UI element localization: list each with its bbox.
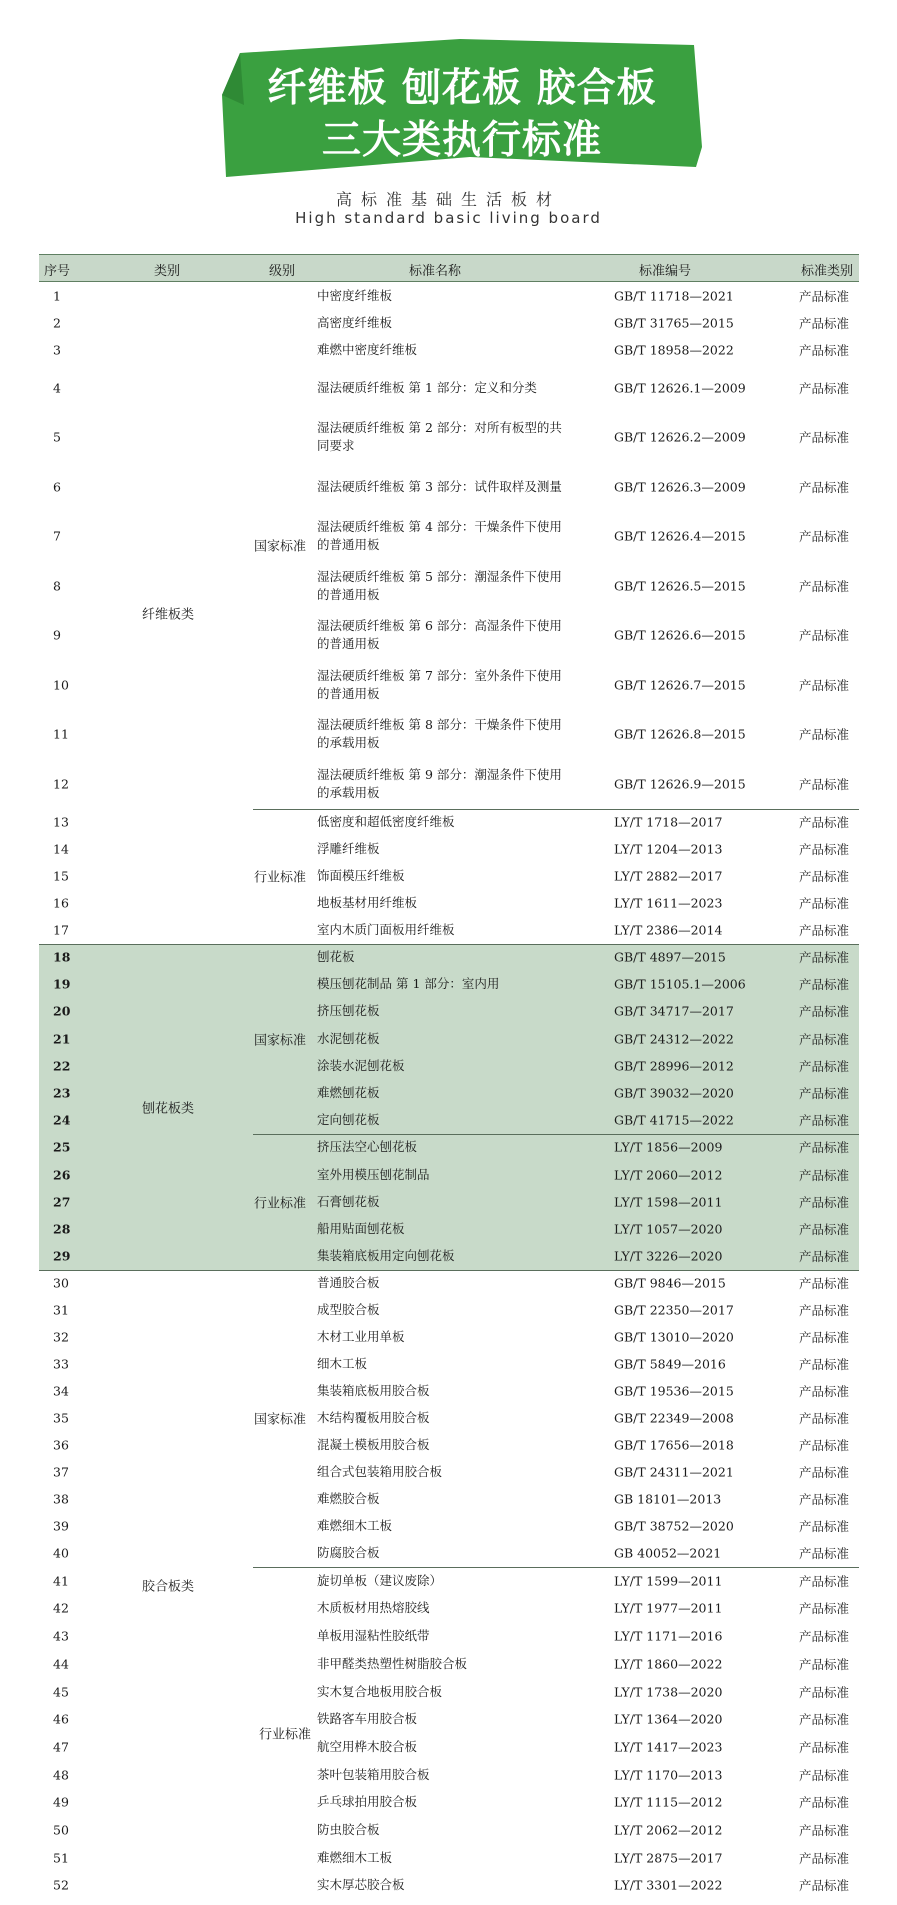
standard-code: GB 40052—2021 — [614, 1545, 722, 1561]
standard-name: 涂装水泥刨花板 — [317, 1057, 405, 1073]
standard-type: 产品标准 — [799, 1465, 850, 1481]
standard-code: GB/T 12626.3—2009 — [614, 479, 746, 495]
standard-code: GB/T 31765—2015 — [614, 315, 734, 330]
banner-title-line1: 纤维板 刨花板 胶合板 — [267, 66, 657, 111]
table-row — [39, 1216, 859, 1243]
row-number: 10 — [53, 677, 69, 693]
standard-name: 浮雕纤维板 — [317, 841, 380, 856]
row-number: 6 — [53, 479, 61, 495]
table-row — [39, 282, 859, 309]
header-level: 级别 — [269, 264, 296, 279]
row-number: 45 — [53, 1684, 69, 1700]
row-number: 19 — [53, 976, 71, 992]
table-row — [39, 1459, 859, 1486]
standard-name: 船用贴面刨花板 — [317, 1221, 405, 1237]
standard-type: 产品标准 — [799, 1712, 850, 1728]
standard-type: 产品标准 — [799, 288, 850, 304]
divider-line — [39, 1270, 859, 1271]
level-particleboard-national: 国家标准 — [254, 1033, 307, 1049]
row-number: 20 — [53, 1003, 71, 1019]
standard-name: 难燃细木工板 — [317, 1518, 393, 1534]
row-number: 13 — [53, 814, 69, 830]
row-number: 34 — [53, 1383, 69, 1399]
header-type: 标准类别 — [801, 264, 854, 279]
level-fiberboard-industry: 行业标准 — [254, 870, 307, 886]
standard-code: GB/T 5849—2016 — [614, 1356, 726, 1372]
standard-type: 产品标准 — [799, 950, 850, 966]
standard-name: 难燃胶合板 — [317, 1491, 380, 1507]
standard-name: 地板基材用纤维板 — [317, 895, 418, 910]
standard-type: 产品标准 — [799, 479, 850, 495]
standard-code: LY/T 1977—2011 — [614, 1600, 723, 1616]
category-fiberboard: 纤维板类 — [142, 607, 195, 623]
standard-code: LY/T 2882—2017 — [614, 868, 723, 884]
table-row — [39, 462, 859, 512]
row-number: 17 — [53, 922, 69, 938]
table-row — [39, 309, 859, 336]
standard-name: 湿法硬质纤维板 第 3 部分：试件取样及测量 — [317, 478, 562, 494]
standard-name: 实木厚芯胶合板 — [317, 1877, 405, 1893]
standard-code: LY/T 1856—2009 — [614, 1139, 723, 1155]
table-row — [39, 1270, 859, 1297]
standard-type: 产品标准 — [799, 315, 850, 331]
table-row — [39, 1540, 859, 1567]
table-row — [39, 1052, 859, 1079]
standard-type: 产品标准 — [799, 842, 850, 857]
standard-type: 产品标准 — [799, 776, 850, 792]
standard-code: LY/T 1364—2020 — [614, 1711, 723, 1727]
standard-code: GB/T 12626.5—2015 — [614, 578, 746, 594]
standard-name: 湿法硬质纤维板 第 9 部分：潮湿条件下使用的承载用板 — [317, 766, 562, 800]
table-row — [39, 1789, 859, 1817]
standard-name: 水泥刨花板 — [317, 1030, 380, 1046]
standard-type: 产品标准 — [799, 1411, 850, 1427]
standard-name: 饰面模压纤维板 — [317, 868, 405, 883]
standard-type: 产品标准 — [799, 1739, 850, 1755]
standard-code: LY/T 1738—2020 — [614, 1684, 723, 1700]
table-row — [39, 809, 859, 836]
header-code: 标准编号 — [639, 264, 692, 279]
row-number: 43 — [53, 1628, 69, 1644]
standard-code: GB/T 12626.2—2009 — [614, 429, 746, 445]
row-number: 8 — [53, 578, 61, 594]
standard-name: 湿法硬质纤维板 第 8 部分：干燥条件下使用的承载用板 — [317, 717, 562, 751]
standard-type: 产品标准 — [799, 1303, 850, 1319]
standard-type: 产品标准 — [799, 578, 850, 594]
table-row — [39, 1595, 859, 1623]
standard-code: GB/T 13010—2020 — [614, 1329, 734, 1345]
standard-name: 难燃细木工板 — [317, 1849, 393, 1865]
standard-code: GB/T 12626.1—2009 — [614, 380, 746, 396]
row-number: 26 — [53, 1167, 71, 1183]
standard-type: 产品标准 — [799, 1276, 850, 1292]
level-plywood-national: 国家标准 — [254, 1412, 307, 1428]
level-plywood-industry: 行业标准 — [259, 1727, 312, 1743]
standard-type: 产品标准 — [799, 1601, 850, 1617]
table-row — [39, 1513, 859, 1540]
standard-name: 刨花板 — [317, 949, 355, 965]
standard-name: 细木工板 — [317, 1356, 368, 1372]
table-row — [39, 836, 859, 863]
row-number: 4 — [53, 380, 61, 396]
standard-type: 产品标准 — [799, 923, 850, 938]
row-number: 31 — [53, 1302, 69, 1318]
divider-line — [39, 944, 859, 945]
standard-code: LY/T 3226—2020 — [614, 1248, 723, 1264]
standard-code: LY/T 1598—2011 — [614, 1194, 723, 1210]
row-number: 39 — [53, 1518, 69, 1534]
standard-type: 产品标准 — [799, 977, 850, 993]
standard-name: 湿法硬质纤维板 第 1 部分：定义和分类 — [317, 379, 537, 395]
standard-code: GB/T 12626.6—2015 — [614, 627, 746, 643]
standard-name: 难燃刨花板 — [317, 1085, 380, 1101]
standard-code: GB/T 12626.8—2015 — [614, 726, 746, 742]
standard-code: LY/T 2062—2012 — [614, 1822, 723, 1838]
standard-name: 中密度纤维板 — [317, 287, 393, 303]
table-row — [39, 1816, 859, 1844]
standard-code: GB/T 38752—2020 — [614, 1518, 734, 1534]
row-number: 47 — [53, 1739, 69, 1755]
standard-code: GB/T 22350—2017 — [614, 1302, 734, 1318]
standard-type: 产品标准 — [799, 815, 850, 830]
standard-name: 高密度纤维板 — [317, 314, 393, 330]
standard-name: 组合式包装箱用胶合板 — [317, 1464, 443, 1480]
row-number: 33 — [53, 1356, 69, 1372]
standard-name: 防腐胶合板 — [317, 1545, 380, 1561]
standard-code: GB 18101—2013 — [614, 1491, 722, 1507]
standard-name: 航空用桦木胶合板 — [317, 1738, 418, 1754]
table-row — [39, 1622, 859, 1650]
table-row — [39, 413, 859, 463]
row-number: 2 — [53, 315, 61, 330]
standard-name: 室内木质门面板用纤维板 — [317, 922, 455, 937]
standard-type: 产品标准 — [799, 1492, 850, 1508]
standard-code: GB/T 17656—2018 — [614, 1437, 734, 1453]
standard-type: 产品标准 — [799, 1249, 850, 1265]
table-row — [39, 1761, 859, 1789]
table-row — [39, 512, 859, 562]
divider-line — [253, 1567, 859, 1568]
row-number: 14 — [53, 841, 69, 857]
standard-type: 产品标准 — [799, 1167, 850, 1183]
subtitle-chinese: 高标准基础生活板材 — [335, 190, 561, 209]
standard-code: LY/T 1204—2013 — [614, 841, 723, 857]
row-number: 40 — [53, 1545, 69, 1561]
table-row — [39, 759, 859, 809]
table-row — [39, 1243, 859, 1270]
row-number: 41 — [53, 1573, 69, 1589]
row-number: 51 — [53, 1850, 69, 1866]
table-row — [39, 1188, 859, 1215]
standard-type: 产品标准 — [799, 1222, 850, 1238]
standard-type: 产品标准 — [799, 896, 850, 911]
table-row — [39, 890, 859, 917]
standard-name: 室外用模压刨花制品 — [317, 1166, 430, 1182]
table-row — [39, 863, 859, 890]
standard-code: LY/T 1860—2022 — [614, 1656, 723, 1672]
table-row — [39, 917, 859, 944]
header-no: 序号 — [44, 264, 71, 279]
row-number: 16 — [53, 895, 69, 911]
standard-type: 产品标准 — [799, 1438, 850, 1454]
standard-code: GB/T 12626.4—2015 — [614, 528, 746, 544]
table-row — [39, 1297, 859, 1324]
standard-type: 产品标准 — [799, 1878, 850, 1894]
row-number: 48 — [53, 1767, 69, 1783]
standard-type: 产品标准 — [799, 380, 850, 396]
table-row — [39, 1378, 859, 1405]
row-number: 18 — [53, 949, 71, 965]
table-row — [39, 1351, 859, 1378]
standard-code: LY/T 3301—2022 — [614, 1877, 723, 1893]
standard-name: 非甲醛类热塑性树脂胶合板 — [317, 1655, 468, 1671]
row-number: 3 — [53, 342, 61, 357]
standard-type: 产品标准 — [799, 1004, 850, 1020]
standard-type: 产品标准 — [799, 1684, 850, 1700]
standard-type: 产品标准 — [799, 1357, 850, 1373]
standard-code: LY/T 1611—2023 — [614, 895, 723, 911]
row-number: 44 — [53, 1656, 69, 1672]
table-row — [39, 1405, 859, 1432]
standard-type: 产品标准 — [799, 1767, 850, 1783]
banner-title-line2: 三大类执行标准 — [321, 118, 602, 163]
standard-name: 木结构覆板用胶合板 — [317, 1410, 430, 1426]
row-number: 11 — [53, 726, 69, 742]
table-row — [39, 1161, 859, 1188]
standard-name: 普通胶合板 — [317, 1275, 380, 1291]
table-row — [39, 1324, 859, 1351]
table-row — [39, 1733, 859, 1761]
standard-code: GB/T 34717—2017 — [614, 1003, 734, 1019]
standard-type: 产品标准 — [799, 1656, 850, 1672]
standard-name: 湿法硬质纤维板 第 6 部分：高湿条件下使用的普通用板 — [317, 618, 562, 652]
standard-name: 模压刨花制品 第 1 部分：室内用 — [317, 976, 500, 992]
table-row — [39, 971, 859, 998]
standard-code: LY/T 1057—2020 — [614, 1221, 723, 1237]
table-row — [39, 1872, 859, 1900]
standard-code: GB/T 4897—2015 — [614, 949, 726, 965]
row-number: 7 — [53, 528, 61, 544]
standard-type: 产品标准 — [799, 529, 850, 545]
standard-type: 产品标准 — [799, 869, 850, 884]
standard-type: 产品标准 — [799, 1058, 850, 1074]
title-banner — [222, 35, 702, 177]
standard-name: 湿法硬质纤维板 第 5 部分：潮湿条件下使用的普通用板 — [317, 568, 562, 602]
standard-type: 产品标准 — [799, 1629, 850, 1645]
standard-type: 产品标准 — [799, 677, 850, 693]
standard-type: 产品标准 — [799, 1573, 850, 1589]
divider-line — [253, 1134, 859, 1135]
standard-name: 石膏刨花板 — [317, 1193, 380, 1209]
standard-name: 木材工业用单板 — [317, 1329, 405, 1345]
standard-type: 产品标准 — [799, 1519, 850, 1535]
standard-type: 产品标准 — [799, 1384, 850, 1400]
standard-name: 定向刨花板 — [317, 1112, 380, 1128]
row-number: 49 — [53, 1794, 69, 1810]
standard-type: 产品标准 — [799, 1194, 850, 1210]
standard-type: 产品标准 — [799, 342, 850, 358]
row-number: 1 — [53, 288, 61, 303]
standard-code: LY/T 1170—2013 — [614, 1767, 723, 1783]
standard-code: LY/T 2060—2012 — [614, 1167, 723, 1183]
standard-type: 产品标准 — [799, 1140, 850, 1156]
row-number: 5 — [53, 429, 61, 445]
row-number: 9 — [53, 627, 61, 643]
table-row — [39, 660, 859, 710]
row-number: 22 — [53, 1058, 71, 1074]
standard-code: GB/T 9846—2015 — [614, 1275, 726, 1291]
standard-name: 木质板材用热熔胶线 — [317, 1600, 430, 1616]
standard-code: LY/T 1115—2012 — [614, 1794, 723, 1810]
header-name: 标准名称 — [409, 264, 462, 279]
row-number: 32 — [53, 1329, 69, 1345]
standard-type: 产品标准 — [799, 1086, 850, 1102]
table-row — [39, 998, 859, 1025]
standard-code: LY/T 1718—2017 — [614, 814, 723, 830]
standard-name: 湿法硬质纤维板 第 4 部分：干燥条件下使用的普通用板 — [317, 519, 562, 553]
table-row — [39, 944, 859, 971]
standard-type: 产品标准 — [799, 1330, 850, 1346]
row-number: 23 — [53, 1085, 71, 1101]
standard-code: GB/T 18958—2022 — [614, 342, 734, 357]
table-row — [39, 336, 859, 363]
standard-name: 湿法硬质纤维板 第 2 部分：对所有板型的共同要求 — [317, 420, 562, 454]
standard-type: 产品标准 — [799, 1031, 850, 1047]
row-number: 36 — [53, 1437, 69, 1453]
row-number: 37 — [53, 1464, 69, 1480]
table-header — [39, 254, 859, 282]
row-number: 46 — [53, 1711, 69, 1727]
category-particleboard: 刨花板类 — [142, 1101, 195, 1117]
level-fiberboard-national: 国家标准 — [254, 539, 307, 555]
row-number: 21 — [53, 1031, 71, 1047]
standard-type: 产品标准 — [799, 1113, 850, 1129]
row-number: 29 — [53, 1248, 71, 1264]
table-row — [39, 710, 859, 760]
standard-name: 集装箱底板用胶合板 — [317, 1383, 430, 1399]
table-row — [39, 1705, 859, 1733]
divider-line — [253, 809, 859, 810]
row-number: 27 — [53, 1194, 71, 1210]
standard-code: GB/T 12626.9—2015 — [614, 776, 746, 792]
table-row — [39, 1025, 859, 1052]
table-row — [39, 1678, 859, 1706]
standard-name: 湿法硬质纤维板 第 7 部分：室外条件下使用的普通用板 — [317, 667, 562, 701]
standard-code: GB/T 19536—2015 — [614, 1383, 734, 1399]
standard-name: 铁路客车用胶合板 — [317, 1711, 418, 1727]
standard-code: LY/T 1599—2011 — [614, 1573, 723, 1589]
row-number: 50 — [53, 1822, 69, 1838]
row-number: 25 — [53, 1139, 71, 1155]
standard-type: 产品标准 — [799, 727, 850, 743]
row-number: 30 — [53, 1275, 69, 1291]
standard-name: 乒乓球拍用胶合板 — [317, 1794, 418, 1810]
standard-name: 集装箱底板用定向刨花板 — [317, 1248, 455, 1264]
row-number: 52 — [53, 1877, 69, 1893]
standard-name: 成型胶合板 — [317, 1302, 380, 1318]
standard-name: 难燃中密度纤维板 — [317, 341, 418, 357]
standard-type: 产品标准 — [799, 1795, 850, 1811]
standard-name: 旋切单板（建议废除） — [317, 1572, 443, 1588]
header-category: 类别 — [154, 264, 181, 279]
table-row — [39, 363, 859, 413]
standard-type: 产品标准 — [799, 1823, 850, 1839]
table-row — [39, 1486, 859, 1513]
standard-code: GB/T 24311—2021 — [614, 1464, 734, 1480]
standard-code: GB/T 15105.1—2006 — [614, 976, 746, 992]
standard-code: LY/T 2875—2017 — [614, 1850, 723, 1866]
standard-type: 产品标准 — [799, 1546, 850, 1562]
standard-code: GB/T 24312—2022 — [614, 1031, 734, 1047]
standard-code: LY/T 1417—2023 — [614, 1739, 723, 1755]
row-number: 38 — [53, 1491, 69, 1507]
standard-code: GB/T 22349—2008 — [614, 1410, 734, 1426]
standard-code: GB/T 12626.7—2015 — [614, 677, 746, 693]
standard-code: GB/T 11718—2021 — [614, 288, 734, 303]
table-row — [39, 1134, 859, 1161]
row-number: 28 — [53, 1221, 71, 1237]
table-row — [39, 1432, 859, 1459]
standard-name: 单板用湿粘性胶纸带 — [317, 1628, 430, 1644]
subtitle-english: High standard basic living board — [295, 209, 602, 227]
row-number: 24 — [53, 1112, 71, 1128]
standard-type: 产品标准 — [799, 430, 850, 446]
standard-name: 混凝土模板用胶合板 — [317, 1437, 430, 1453]
standard-name: 挤压刨花板 — [317, 1003, 380, 1019]
row-number: 35 — [53, 1410, 69, 1426]
standard-name: 茶叶包装箱用胶合板 — [317, 1766, 430, 1782]
level-particleboard-industry: 行业标准 — [254, 1196, 307, 1212]
standard-code: GB/T 41715—2022 — [614, 1112, 734, 1128]
table-row — [39, 1844, 859, 1872]
standard-code: LY/T 2386—2014 — [614, 922, 723, 938]
table-row — [39, 1650, 859, 1678]
standard-name: 实木复合地板用胶合板 — [317, 1683, 443, 1699]
standard-code: GB/T 28996—2012 — [614, 1058, 734, 1074]
standard-code: LY/T 1171—2016 — [614, 1628, 723, 1644]
standard-name: 防虫胶合板 — [317, 1822, 380, 1838]
row-number: 12 — [53, 776, 69, 792]
standard-type: 产品标准 — [799, 1850, 850, 1866]
standard-name: 低密度和超低密度纤维板 — [317, 814, 455, 829]
category-plywood: 胶合板类 — [142, 1579, 195, 1595]
row-number: 15 — [53, 868, 69, 884]
standard-code: GB/T 39032—2020 — [614, 1085, 734, 1101]
standard-name: 挤压法空心刨花板 — [317, 1139, 418, 1155]
standard-type: 产品标准 — [799, 628, 850, 644]
row-number: 42 — [53, 1600, 69, 1616]
